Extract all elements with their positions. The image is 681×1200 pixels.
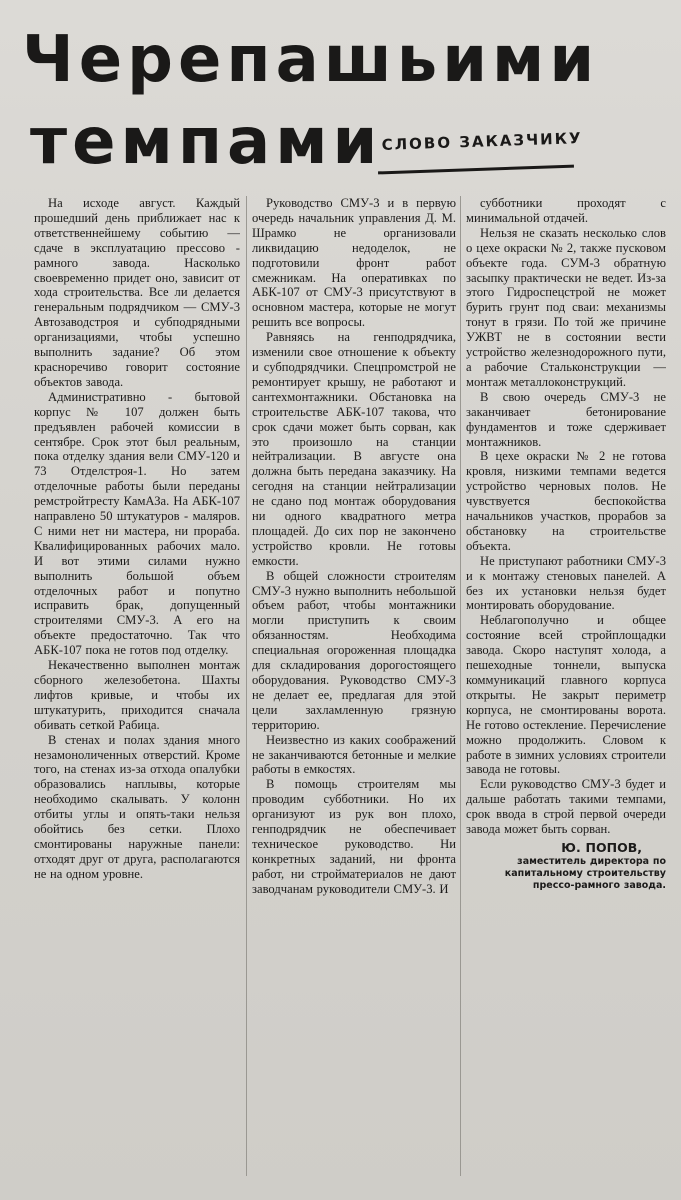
article-column-3 <box>466 196 666 1186</box>
headline-line-2: темпами <box>30 105 383 179</box>
headline-block <box>22 18 662 188</box>
paragraph: В стенах и полах здания много незамоноличенных отверстий. Кроме того, на стенах из-за отхода опалубки образовались наплывы, которые необходимо скалывать. У колонн отбиты углы и опять-таки нельзя обойтись без сетки. Плохо смонтированы наружные панели: отходят друг от друга, располагаются не на одном уровне. <box>34 732 240 881</box>
paragraph: Равняясь на генподрядчика, изменили свое отношение к объекту и субподрядчики. Спецпромстрой не ремонтирует крышу, не работают и сантехмонтажники. Обстановка на строительстве АБК-107 такова, что срок сдачи может быть сорван, как это произошло на станции нейтрализации. В августе она должна быть передана заказчику. На сегодня на станции нейтрализации не сдано под монтаж оборудования ни одного квадратного метра площадей. До сих пор не закончено устройство кровли. Не готовы емкости. <box>252 330 456 568</box>
paragraph: Не приступают работники СМУ-3 и к монтажу стеновых панелей. А без их установки нельзя будет монтировать оборудование. <box>466 553 666 613</box>
section-kicker: СЛОВО ЗАКАЗЧИКУ <box>381 128 583 154</box>
paragraph: В цехе окраски № 2 не готова кровля, низкими темпами ведется устройство черновых полов. Не чувствуется беспокойства начальников участков, прорабов за обстановку на строительстве объекта. <box>466 449 666 553</box>
paragraph: Неблагополучно и общее состояние всей стройплощадки завода. Скоро наступят холода, а пешеходные тоннели, выпуска коммуникаций главного корпуса открыты. Не закрыт периметр корпуса, не смонтированы ворота. Не готово остекление. Перечисление можно продолжить. Словом к работе в зимних условиях строители завода не готовы. <box>466 613 666 777</box>
article-column-1 <box>34 196 240 1186</box>
kicker-underline <box>378 165 574 175</box>
paragraph: Если руководство СМУ-3 будет и дальше работать такими темпами, срок ввода в строй первой очереди завода может быть сорван. <box>466 777 666 837</box>
column-divider <box>246 196 247 1176</box>
paragraph: субботники проходят с минимальной отдачей. <box>466 196 666 225</box>
paragraph: Административно - бытовой корпус № 107 должен быть предъявлен рабочей комиссии в сентябре. Срок этот был реальным, пока отделку здания вели СМУ-120 и 73 Отделстроя-1. Но затем отделочные работы были переданы ремстройтресту КамАЗа. На АБК-107 направлено 50 штукатуров - маляров. С ними нет ни мастера, ни прораба. Квалифицированных рабочих мало. И вот этими силами нужно выполнить большой объем отделочных работ и попутно исправить брак, допущенный строителями СМУ-3. А его на объекте предостаточно. Так что АБК-107 пока не готов под отделку. <box>34 389 240 658</box>
column-divider <box>460 196 461 1176</box>
paragraph: Неизвестно из каких соображений не заканчиваются бетонные и мелкие работы в емкостях. <box>252 732 456 777</box>
author-title: заместитель директора по капитальному строительству прессо-рамного завода. <box>504 855 666 891</box>
headline-line-1: Черепашьими <box>22 23 600 97</box>
article-column-2 <box>252 196 456 1186</box>
paragraph: В свою очередь СМУ-3 не заканчивает бетонирование фундаментов и тоже сдерживает монтажников. <box>466 389 666 449</box>
paragraph: В помощь строителям мы проводим субботники. Но их организуют из рук вон плохо, генподрядчик не обеспечивает техническое руководство. Ни конкретных заданий, ни фронта работ, ни стройматериалов не дают заводчанам руководители СМУ-3. И <box>252 777 456 896</box>
paragraph: Нельзя не сказать несколько слов о цехе окраски № 2, также пусковом объекте года. СУМ-3 обратную засыпку практически не ведет. Из-за этого Гидроспецстрой не может бурить грунт под сваи: механизмы тонут в грязи. По той же причине УЖВТ не в состоянии вести устройство железнодорожного пути, а рабочие Стальконструкции — монтаж металлоконструкций. <box>466 225 666 389</box>
paragraph: В общей сложности строителям СМУ-3 нужно выполнить небольшой объем работ, чтобы монтажники могли приступить к своим обязанностям. Необходима специальная огороженная площадка для складирования дорогостоящего оборудования. Руководство СМУ-3 не делает ее, предлагая для этой цели захламленную грязную территорию. <box>252 568 456 732</box>
paragraph: Руководство СМУ-3 и в первую очередь начальник управления Д. М. Шрамко не организовали ликвидацию недоделок, не подготовили фронт работ смежникам. На оперативках по АБК-107 от СМУ-3 присутствуют в основном мастера, которые не могут решить все вопросы. <box>252 196 456 330</box>
author-signature: Ю. ПОПОВ, <box>561 839 642 855</box>
paragraph: На исходе август. Каждый прошедший день приближает нас к ответственнейшему событию — сдаче в эксплуатацию прессово - рамного завода. Насколько своевременно придет оно, зависит от хода строительства. Все ли делается генеральным подрядчиком — СМУ-3 Автозаводстроя и субподрядными организациями, чтобы успешно выполнить задание? Об этом красноречиво говорит состояние объектов завода. <box>34 196 240 389</box>
paragraph: Некачественно выполнен монтаж сборного железобетона. Шахты лифтов кривые, и чтобы их штукатурить, приходится сначала обивать сеткой Рабица. <box>34 658 240 732</box>
